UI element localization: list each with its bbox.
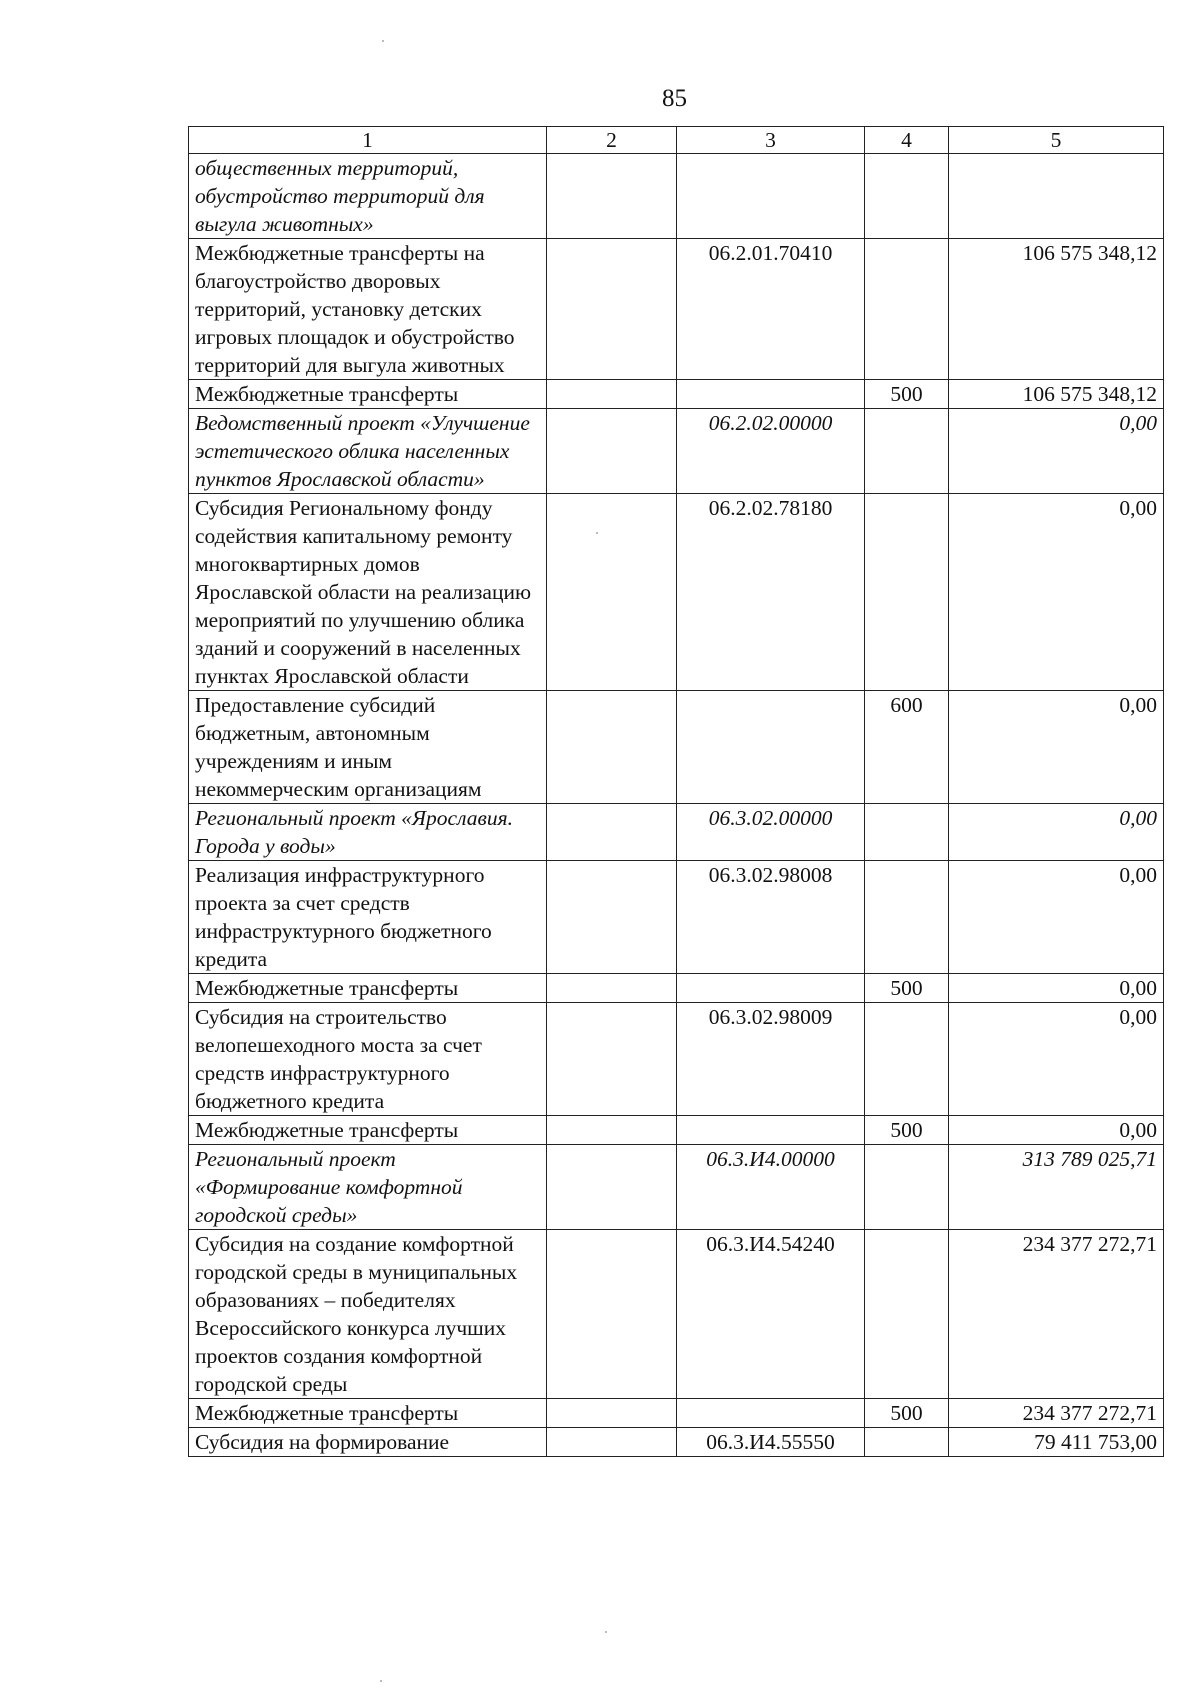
row-col2-cell <box>547 380 677 409</box>
row-name-cell: Субсидия на строительство велопешеходного моста за счет средств инфраструктурного бюджетного кредита <box>189 1003 547 1116</box>
row-code-cell <box>677 1116 865 1145</box>
row-name-cell: Субсидия Региональному фонду содействия капитальному ремонту многоквартирных домов Ярославской области на реализацию мероприятий по улучшению облика зданий и сооружений в населенных пунктах Ярославской области <box>189 494 547 691</box>
row-amount-cell: 106 575 348,12 <box>949 380 1164 409</box>
table-row <box>189 1145 1164 1230</box>
row-col2-cell <box>547 409 677 494</box>
row-name-cell: Реализация инфраструктурного проекта за счет средств инфраструктурного бюджетного кредита <box>189 861 547 974</box>
row-type-cell <box>865 1428 949 1457</box>
row-code-cell <box>677 974 865 1003</box>
row-amount-cell: 0,00 <box>949 804 1164 861</box>
scan-speck <box>382 40 384 42</box>
row-col2-cell <box>547 804 677 861</box>
scan-speck <box>380 1680 382 1682</box>
column-header: 3 <box>677 127 865 154</box>
row-code-cell: 06.3.02.98009 <box>677 1003 865 1116</box>
row-name-cell: общественных территорий, обустройство территорий для выгула животных» <box>189 154 547 239</box>
row-amount-cell: 0,00 <box>949 1003 1164 1116</box>
row-amount-cell: 313 789 025,71 <box>949 1145 1164 1230</box>
row-name-cell: Региональный проект «Формирование комфортной городской среды» <box>189 1145 547 1230</box>
row-amount-cell: 79 411 753,00 <box>949 1428 1164 1457</box>
row-amount-cell: 234 377 272,71 <box>949 1399 1164 1428</box>
table-row <box>189 1399 1164 1428</box>
row-type-cell <box>865 494 949 691</box>
budget-table <box>188 126 1164 1457</box>
row-amount-cell: 106 575 348,12 <box>949 239 1164 380</box>
table-header-row <box>189 127 1164 154</box>
row-amount-cell <box>949 154 1164 239</box>
row-col2-cell <box>547 1145 677 1230</box>
column-header: 4 <box>865 127 949 154</box>
row-code-cell <box>677 380 865 409</box>
row-code-cell: 06.2.01.70410 <box>677 239 865 380</box>
row-col2-cell <box>547 154 677 239</box>
row-amount-cell: 0,00 <box>949 409 1164 494</box>
row-amount-cell: 0,00 <box>949 861 1164 974</box>
row-col2-cell <box>547 494 677 691</box>
row-col2-cell <box>547 1116 677 1145</box>
table-row <box>189 1116 1164 1145</box>
row-amount-cell: 0,00 <box>949 691 1164 804</box>
row-code-cell: 06.3.И4.55550 <box>677 1428 865 1457</box>
row-amount-cell: 0,00 <box>949 1116 1164 1145</box>
table-row <box>189 1428 1164 1457</box>
table-body <box>189 154 1164 1457</box>
row-name-cell: Межбюджетные трансферты <box>189 974 547 1003</box>
table-row <box>189 974 1164 1003</box>
row-type-cell: 500 <box>865 1116 949 1145</box>
row-type-cell <box>865 154 949 239</box>
table-row <box>189 804 1164 861</box>
row-amount-cell: 0,00 <box>949 974 1164 1003</box>
table-row <box>189 861 1164 974</box>
table-row <box>189 494 1164 691</box>
row-type-cell <box>865 1145 949 1230</box>
column-header: 1 <box>189 127 547 154</box>
row-type-cell <box>865 239 949 380</box>
row-code-cell <box>677 1399 865 1428</box>
scan-speck <box>596 532 598 534</box>
table-row <box>189 1003 1164 1116</box>
row-col2-cell <box>547 1428 677 1457</box>
row-type-cell <box>865 861 949 974</box>
table-row <box>189 154 1164 239</box>
table-row <box>189 380 1164 409</box>
row-col2-cell <box>547 691 677 804</box>
row-type-cell <box>865 804 949 861</box>
row-type-cell: 500 <box>865 1399 949 1428</box>
row-code-cell: 06.3.И4.54240 <box>677 1230 865 1399</box>
row-type-cell <box>865 1230 949 1399</box>
row-type-cell: 500 <box>865 380 949 409</box>
row-col2-cell <box>547 1399 677 1428</box>
row-amount-cell: 234 377 272,71 <box>949 1230 1164 1399</box>
page-number: 85 <box>662 85 687 112</box>
row-col2-cell <box>547 1230 677 1399</box>
row-name-cell: Ведомственный проект «Улучшение эстетического облика населенных пунктов Ярославской области» <box>189 409 547 494</box>
row-name-cell: Субсидия на формирование <box>189 1428 547 1457</box>
scan-speck <box>605 1631 607 1633</box>
row-name-cell: Региональный проект «Ярославия. Города у воды» <box>189 804 547 861</box>
row-code-cell: 06.2.02.00000 <box>677 409 865 494</box>
row-code-cell: 06.3.02.98008 <box>677 861 865 974</box>
row-code-cell <box>677 691 865 804</box>
column-header: 2 <box>547 127 677 154</box>
row-name-cell: Межбюджетные трансферты <box>189 380 547 409</box>
table-row <box>189 1230 1164 1399</box>
row-type-cell <box>865 409 949 494</box>
row-name-cell: Межбюджетные трансферты <box>189 1399 547 1428</box>
table-row <box>189 691 1164 804</box>
row-col2-cell <box>547 861 677 974</box>
table-row <box>189 239 1164 380</box>
row-code-cell: 06.2.02.78180 <box>677 494 865 691</box>
row-type-cell <box>865 1003 949 1116</box>
row-amount-cell: 0,00 <box>949 494 1164 691</box>
row-type-cell: 500 <box>865 974 949 1003</box>
column-header: 5 <box>949 127 1164 154</box>
row-code-cell: 06.3.И4.00000 <box>677 1145 865 1230</box>
row-code-cell <box>677 154 865 239</box>
row-col2-cell <box>547 974 677 1003</box>
row-name-cell: Межбюджетные трансферты на благоустройство дворовых территорий, установку детских игровых площадок и обустройство территорий для выгула животных <box>189 239 547 380</box>
row-name-cell: Предоставление субсидий бюджетным, автономным учреждениям и иным некоммерческим организациям <box>189 691 547 804</box>
row-type-cell: 600 <box>865 691 949 804</box>
row-name-cell: Субсидия на создание комфортной городской среды в муниципальных образованиях – победителях Всероссийского конкурса лучших проектов создания комфортной городской среды <box>189 1230 547 1399</box>
row-col2-cell <box>547 239 677 380</box>
row-name-cell: Межбюджетные трансферты <box>189 1116 547 1145</box>
table-row <box>189 409 1164 494</box>
row-col2-cell <box>547 1003 677 1116</box>
row-code-cell: 06.3.02.00000 <box>677 804 865 861</box>
